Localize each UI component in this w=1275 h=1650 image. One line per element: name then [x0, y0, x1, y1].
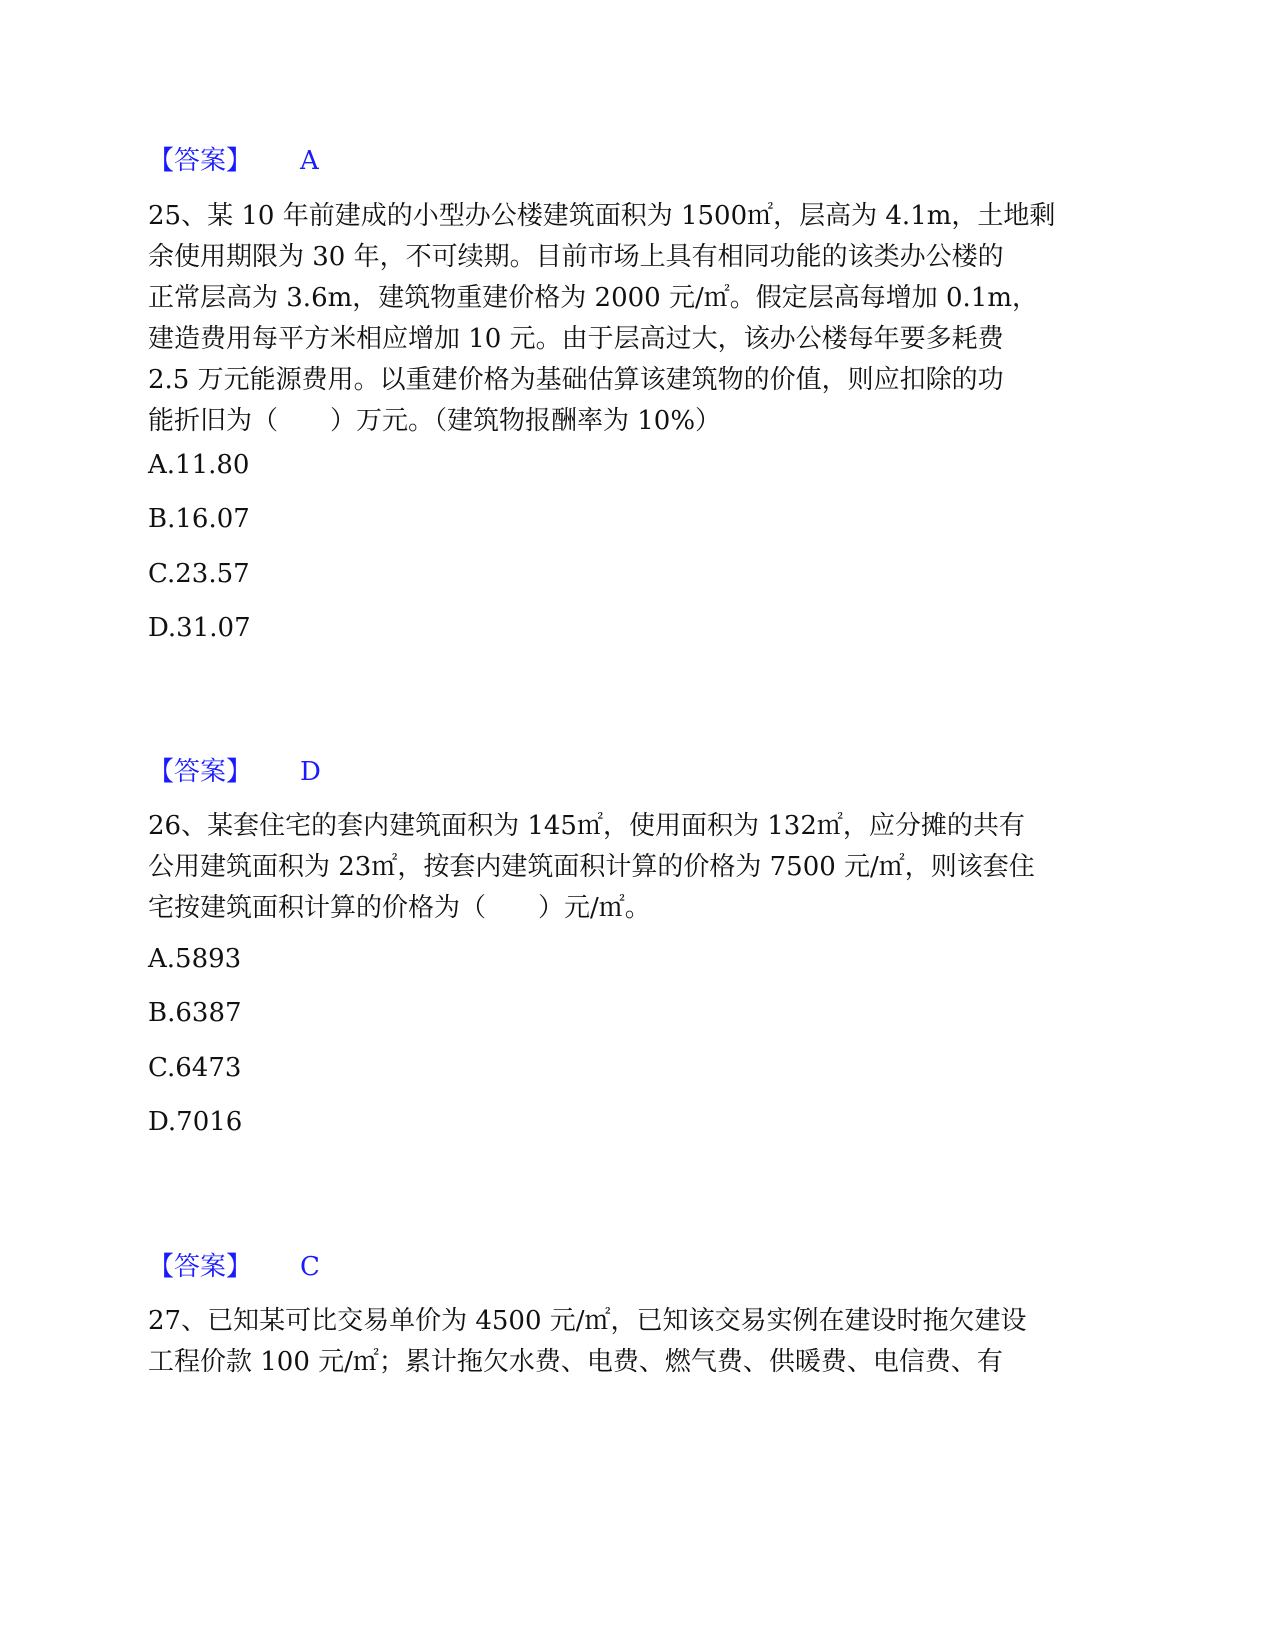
- question-text-line: 正常层高为 3.6m，建筑物重建价格为 2000 元/㎡。假定层高每增加 0.1m，: [148, 283, 1038, 313]
- answer-line: [148, 755, 321, 789]
- answer-line: [148, 1250, 320, 1284]
- answer-value: A: [300, 146, 319, 176]
- option-d: D.7016: [148, 1107, 243, 1137]
- question-text-line: 2.5 万元能源费用。以重建价格为基础估算该建筑物的价值，则应扣除的功: [148, 365, 1004, 395]
- question-text-line: 宅按建筑面积计算的价格为（ ）元/㎡。: [148, 893, 651, 923]
- option-a: A.11.80: [148, 450, 250, 480]
- option-b: B.16.07: [148, 504, 250, 534]
- option-c: C.6473: [148, 1053, 242, 1083]
- question-27: [148, 1301, 1128, 1383]
- question-25: [148, 196, 1128, 442]
- answer-label: 【答案】: [148, 757, 253, 787]
- question-text-line: 能折旧为（ ）万元。（建筑物报酬率为 10%）: [148, 406, 722, 436]
- option-c: C.23.57: [148, 559, 250, 589]
- question-text-line: 27、已知某可比交易单价为 4500 元/㎡，已知该交易实例在建设时拖欠建设: [148, 1306, 1027, 1336]
- question-text-line: 25、某 10 年前建成的小型办公楼建筑面积为 1500㎡，层高为 4.1m，土地剩: [148, 201, 1056, 231]
- answer-line: [148, 144, 319, 178]
- question-text-line: 公用建筑面积为 23㎡，按套内建筑面积计算的价格为 7500 元/㎡，则该套住: [148, 852, 1035, 882]
- option-b: B.6387: [148, 998, 242, 1028]
- question-26: [148, 806, 1128, 929]
- answer-value: C: [300, 1252, 320, 1282]
- answer-value: D: [300, 757, 321, 787]
- question-text-line: 26、某套住宅的套内建筑面积为 145㎡，使用面积为 132㎡，应分摊的共有: [148, 811, 1025, 841]
- question-text-line: 建造费用每平方米相应增加 10 元。由于层高过大，该办公楼每年要多耗费: [148, 324, 1004, 354]
- option-a: A.5893: [148, 944, 242, 974]
- question-text-line: 余使用期限为 30 年，不可续期。目前市场上具有相同功能的该类办公楼的: [148, 242, 1004, 272]
- answer-label: 【答案】: [148, 1252, 253, 1282]
- question-text-line: 工程价款 100 元/㎡；累计拖欠水费、电费、燃气费、供暖费、电信费、有: [148, 1347, 1003, 1377]
- answer-label: 【答案】: [148, 146, 253, 176]
- option-d: D.31.07: [148, 613, 251, 643]
